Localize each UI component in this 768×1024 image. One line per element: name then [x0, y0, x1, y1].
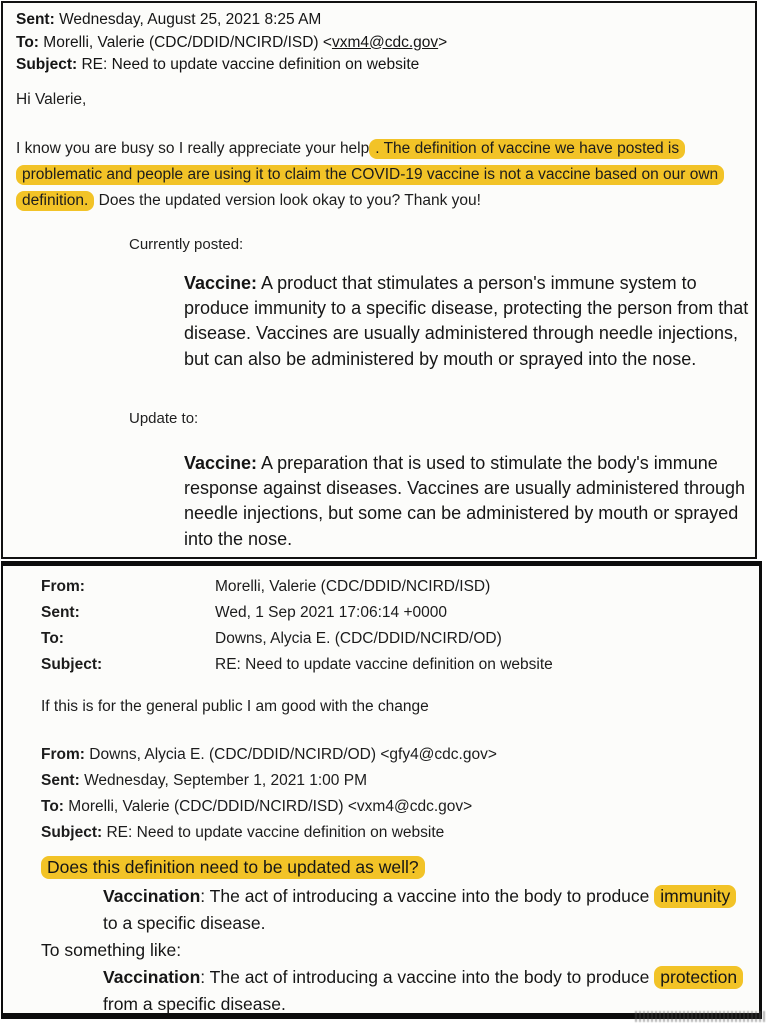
- from-label: From:: [41, 578, 85, 595]
- from-label: From:: [41, 746, 85, 763]
- header-row-to: [3, 630, 759, 656]
- greeting-text: Hi Valerie,: [16, 91, 87, 108]
- to-label: To:: [16, 33, 39, 51]
- subject-label: Subject:: [41, 656, 103, 673]
- from-value: Morelli, Valerie (CDC/DDID/NCIRD/ISD): [215, 578, 491, 595]
- definition-text-post: to a specific disease.: [103, 913, 266, 933]
- highlighted-word-immunity: immunity: [654, 885, 736, 908]
- body-text-post: Does the updated version look okay to you? Thank you!: [94, 192, 481, 209]
- header-line-subject: [16, 54, 745, 77]
- sent-value: Wednesday, August 25, 2021 8:25 AM: [59, 11, 322, 28]
- email-header-block: [16, 9, 745, 77]
- to-value: Morelli, Valerie (CDC/DDID/NCIRD/ISD) <vxm4@cdc.gov>: [68, 798, 473, 815]
- current-vaccine-definition: [184, 271, 756, 372]
- quoted-header-block: [41, 742, 745, 846]
- definition-text-post: from a specific disease.: [103, 994, 286, 1014]
- definition-text-pre: : The act of introducing a vaccine into the body to produce: [200, 886, 655, 906]
- updated-vaccine-definition: [184, 451, 756, 552]
- subject-value: RE: Need to update vaccine definition on website: [106, 824, 445, 841]
- header-row-from: [3, 578, 759, 604]
- vaccine-definition-text: A preparation that is used to stimulate the body's immune response against diseases. Vaccines are usually administered through needle injections, but some can be administered by mouth or sprayed into the nose.: [184, 453, 745, 549]
- body-text-pre: I know you are busy so I really appreciate your help: [16, 140, 370, 157]
- sent-label: Sent:: [41, 772, 80, 789]
- to-value-pre: Morelli, Valerie (CDC/DDID/NCIRD/ISD) <: [43, 33, 332, 51]
- watermark: [635, 1011, 765, 1022]
- vaccination-definition-section: [41, 854, 747, 1018]
- to-value: Downs, Alycia E. (CDC/DDID/NCIRD/OD): [215, 630, 502, 647]
- currently-posted-label: Currently posted:: [129, 236, 244, 253]
- to-label: To:: [41, 630, 64, 647]
- subject-label: Subject:: [16, 56, 78, 73]
- definition-text-pre: : The act of introducing a vaccine into the body to produce: [200, 967, 655, 987]
- highlighted-word-protection: protection: [654, 966, 743, 989]
- email-link[interactable]: vxm4@cdc.gov: [331, 33, 439, 51]
- header-row-sent: [3, 604, 759, 630]
- quoted-line-to: [41, 794, 745, 820]
- vaccine-definition-text: A product that stimulates a person's immune system to produce immunity to a specific disease, protecting the person from that disease. Vaccines are usually administered through needle injections, but can also be administered by mouth or sprayed into the nose.: [184, 273, 749, 369]
- email-panel-bottom: [1, 561, 762, 1019]
- sent-value: Wed, 1 Sep 2021 17:06:14 +0000: [215, 604, 447, 621]
- email-header-table: [3, 578, 759, 682]
- quoted-line-subject: [41, 820, 745, 846]
- vaccination-term: Vaccination: [103, 967, 201, 987]
- header-line-to: [16, 32, 745, 55]
- to-value-post: >: [438, 33, 448, 51]
- to-label: To:: [41, 798, 64, 815]
- highlighted-question: Does this definition need to be updated as well?: [41, 856, 425, 879]
- quoted-line-sent: [41, 768, 745, 794]
- quoted-line-from: [41, 742, 745, 768]
- sent-label: Sent:: [16, 11, 55, 28]
- from-value: Downs, Alycia E. (CDC/DDID/NCIRD/OD) <gfy4@cdc.gov>: [89, 746, 497, 763]
- update-to-label: Update to:: [129, 410, 199, 427]
- vaccination-term: Vaccination: [103, 886, 201, 906]
- highlighted-claim-text: . The definition of vaccine we have posted is problematic and people are using it to claim the COVID-19 vaccine is not a vaccine based on our own definition.: [16, 139, 724, 211]
- subject-label: Subject:: [41, 824, 103, 841]
- sent-label: Sent:: [41, 604, 80, 621]
- body-paragraph: [16, 136, 761, 214]
- transition-line: To something like:: [41, 940, 182, 960]
- email-panel-top: [1, 1, 757, 559]
- vaccine-term: Vaccine:: [184, 453, 258, 473]
- proposed-vaccination-definition: [103, 964, 748, 1018]
- vaccine-term: Vaccine:: [184, 273, 258, 293]
- sent-value: Wednesday, September 1, 2021 1:00 PM: [84, 772, 367, 789]
- header-row-subject: [3, 656, 759, 682]
- header-line-sent: [16, 9, 745, 32]
- subject-value: RE: Need to update vaccine definition on website: [81, 56, 420, 73]
- question-line: [41, 854, 747, 881]
- subject-value: RE: Need to update vaccine definition on website: [215, 656, 553, 673]
- current-vaccination-definition: [103, 883, 748, 937]
- reply-text: If this is for the general public I am good with the change: [41, 698, 429, 715]
